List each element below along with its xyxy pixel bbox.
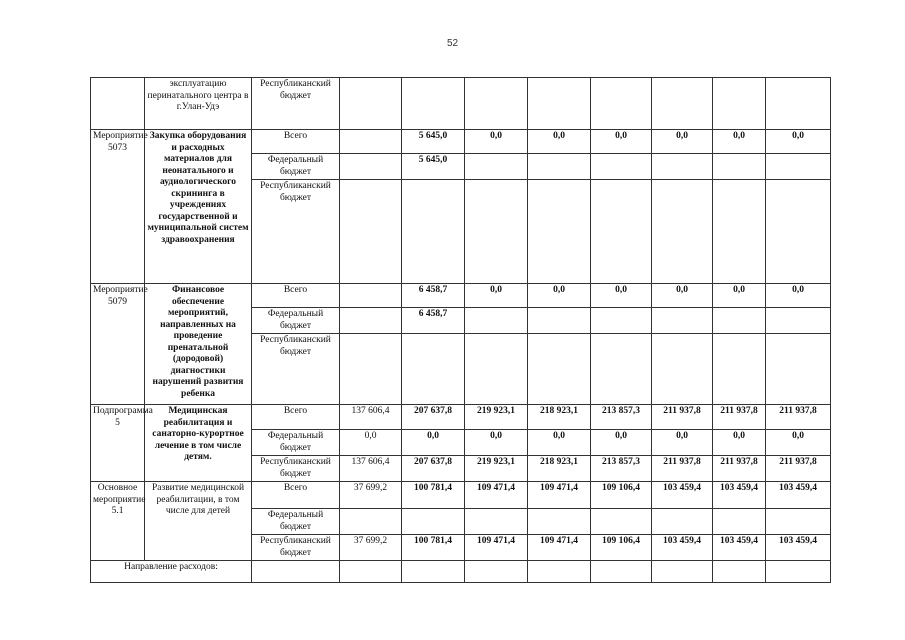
value-cell: 0,0: [528, 430, 591, 456]
value-cell: 213 857,3: [591, 405, 652, 430]
value-cell: 218 923,1: [528, 456, 591, 482]
event-name-cell: Развитие медицинской реабилитации, в том числе для детей: [145, 482, 252, 561]
value-cell: 0,0: [766, 284, 831, 308]
value-cell: 207 637,8: [402, 405, 465, 430]
value-cell: 0,0: [402, 430, 465, 456]
expense-direction-label: Направление расходов:: [91, 561, 252, 583]
value-cell: 0,0: [652, 130, 713, 154]
value-cell: 211 937,8: [713, 405, 766, 430]
budget-table: [90, 77, 831, 583]
event-name-cell: Финансовое обеспечение мероприятий, направленных на проведение пренатальной (дородовой) диагностики нарушений развития ребенка: [145, 284, 252, 405]
value-cell: [340, 284, 402, 308]
code-cell: [91, 78, 145, 130]
value-cell: 100 781,4: [402, 535, 465, 561]
value-cell: 218 923,1: [528, 405, 591, 430]
table-row: [91, 405, 831, 430]
value-cell: 211 937,8: [652, 405, 713, 430]
value-cell: 219 923,1: [465, 405, 528, 430]
source-cell: Федеральный бюджет: [252, 154, 340, 180]
value-cell: 109 471,4: [528, 482, 591, 509]
value-cell: 100 781,4: [402, 482, 465, 509]
value-cell: 207 637,8: [402, 456, 465, 482]
value-cell: 6 458,7: [402, 284, 465, 308]
event-name-cell: Закупка оборудования и расходных материалов для неонатального и аудиологического скрининга в учреждениях государственной и муниципальной систем здравоохранения: [145, 130, 252, 284]
table-row: [91, 284, 831, 308]
value-cell: 103 459,4: [652, 535, 713, 561]
value-cell: 109 106,4: [591, 482, 652, 509]
value-cell: 213 857,3: [591, 456, 652, 482]
value-cell: 0,0: [591, 284, 652, 308]
value-cell: 219 923,1: [465, 456, 528, 482]
value-cell: 5 645,0: [402, 154, 465, 180]
value-cell: 0,0: [465, 430, 528, 456]
source-cell: Федеральный бюджет: [252, 430, 340, 456]
source-cell: Федеральный бюджет: [252, 509, 340, 535]
source-cell: Всего: [252, 405, 340, 430]
code-cell: Подпрограмма 5: [91, 405, 145, 482]
value-cell: 0,0: [465, 284, 528, 308]
value-cell: 37 699,2: [340, 482, 402, 509]
value-cell: [340, 130, 402, 154]
source-cell: Республиканский бюджет: [252, 78, 340, 130]
value-cell: 5 645,0: [402, 130, 465, 154]
source-cell: Республиканский бюджет: [252, 456, 340, 482]
value-cell: 0,0: [591, 430, 652, 456]
value-cell: 211 937,8: [652, 456, 713, 482]
value-cell: 0,0: [713, 284, 766, 308]
value-cell: 103 459,4: [713, 535, 766, 561]
value-cell: 0,0: [340, 430, 402, 456]
page-number: 52: [446, 38, 459, 49]
value-cell: 6 458,7: [402, 308, 465, 334]
source-cell: Республиканский бюджет: [252, 334, 340, 405]
code-cell: Мероприятие 5079: [91, 284, 145, 405]
source-cell: Федеральный бюджет: [252, 308, 340, 334]
event-name-cell: эксплуатацию перинатального центра в г.Улан-Удэ: [145, 78, 252, 130]
value-cell: 0,0: [652, 284, 713, 308]
value-cell: 211 937,8: [713, 456, 766, 482]
event-name-cell: Медицинская реабилитация и санаторно-курортное лечение в том числе детям.: [145, 405, 252, 482]
value-cell: 0,0: [528, 130, 591, 154]
value-cell: 0,0: [591, 130, 652, 154]
source-cell: Республиканский бюджет: [252, 180, 340, 284]
value-cell: 103 459,4: [766, 535, 831, 561]
value-cell: 211 937,8: [766, 456, 831, 482]
value-cell: 109 471,4: [465, 482, 528, 509]
table-row: [91, 78, 831, 130]
table-row: [91, 561, 831, 583]
value-cell: 103 459,4: [713, 482, 766, 509]
code-cell: Мероприятие 5073: [91, 130, 145, 284]
value-cell: 109 471,4: [465, 535, 528, 561]
value-cell: 0,0: [766, 430, 831, 456]
value-cell: 109 106,4: [591, 535, 652, 561]
value-cell: 211 937,8: [766, 405, 831, 430]
value-cell: 0,0: [528, 284, 591, 308]
value-cell: 103 459,4: [766, 482, 831, 509]
table-row: [91, 130, 831, 154]
value-cell: 137 606,4: [340, 456, 402, 482]
value-cell: 109 471,4: [528, 535, 591, 561]
value-cell: 37 699,2: [340, 535, 402, 561]
source-cell: Республиканский бюджет: [252, 535, 340, 561]
table-row: [91, 482, 831, 509]
code-cell: Основное мероприятие 5.1: [91, 482, 145, 561]
source-cell: Всего: [252, 482, 340, 509]
value-cell: 0,0: [713, 130, 766, 154]
source-cell: Всего: [252, 284, 340, 308]
value-cell: 0,0: [652, 430, 713, 456]
value-cell: 0,0: [713, 430, 766, 456]
value-cell: 137 606,4: [340, 405, 402, 430]
value-cell: 0,0: [465, 130, 528, 154]
value-cell: 103 459,4: [652, 482, 713, 509]
value-cell: 0,0: [766, 130, 831, 154]
source-cell: Всего: [252, 130, 340, 154]
